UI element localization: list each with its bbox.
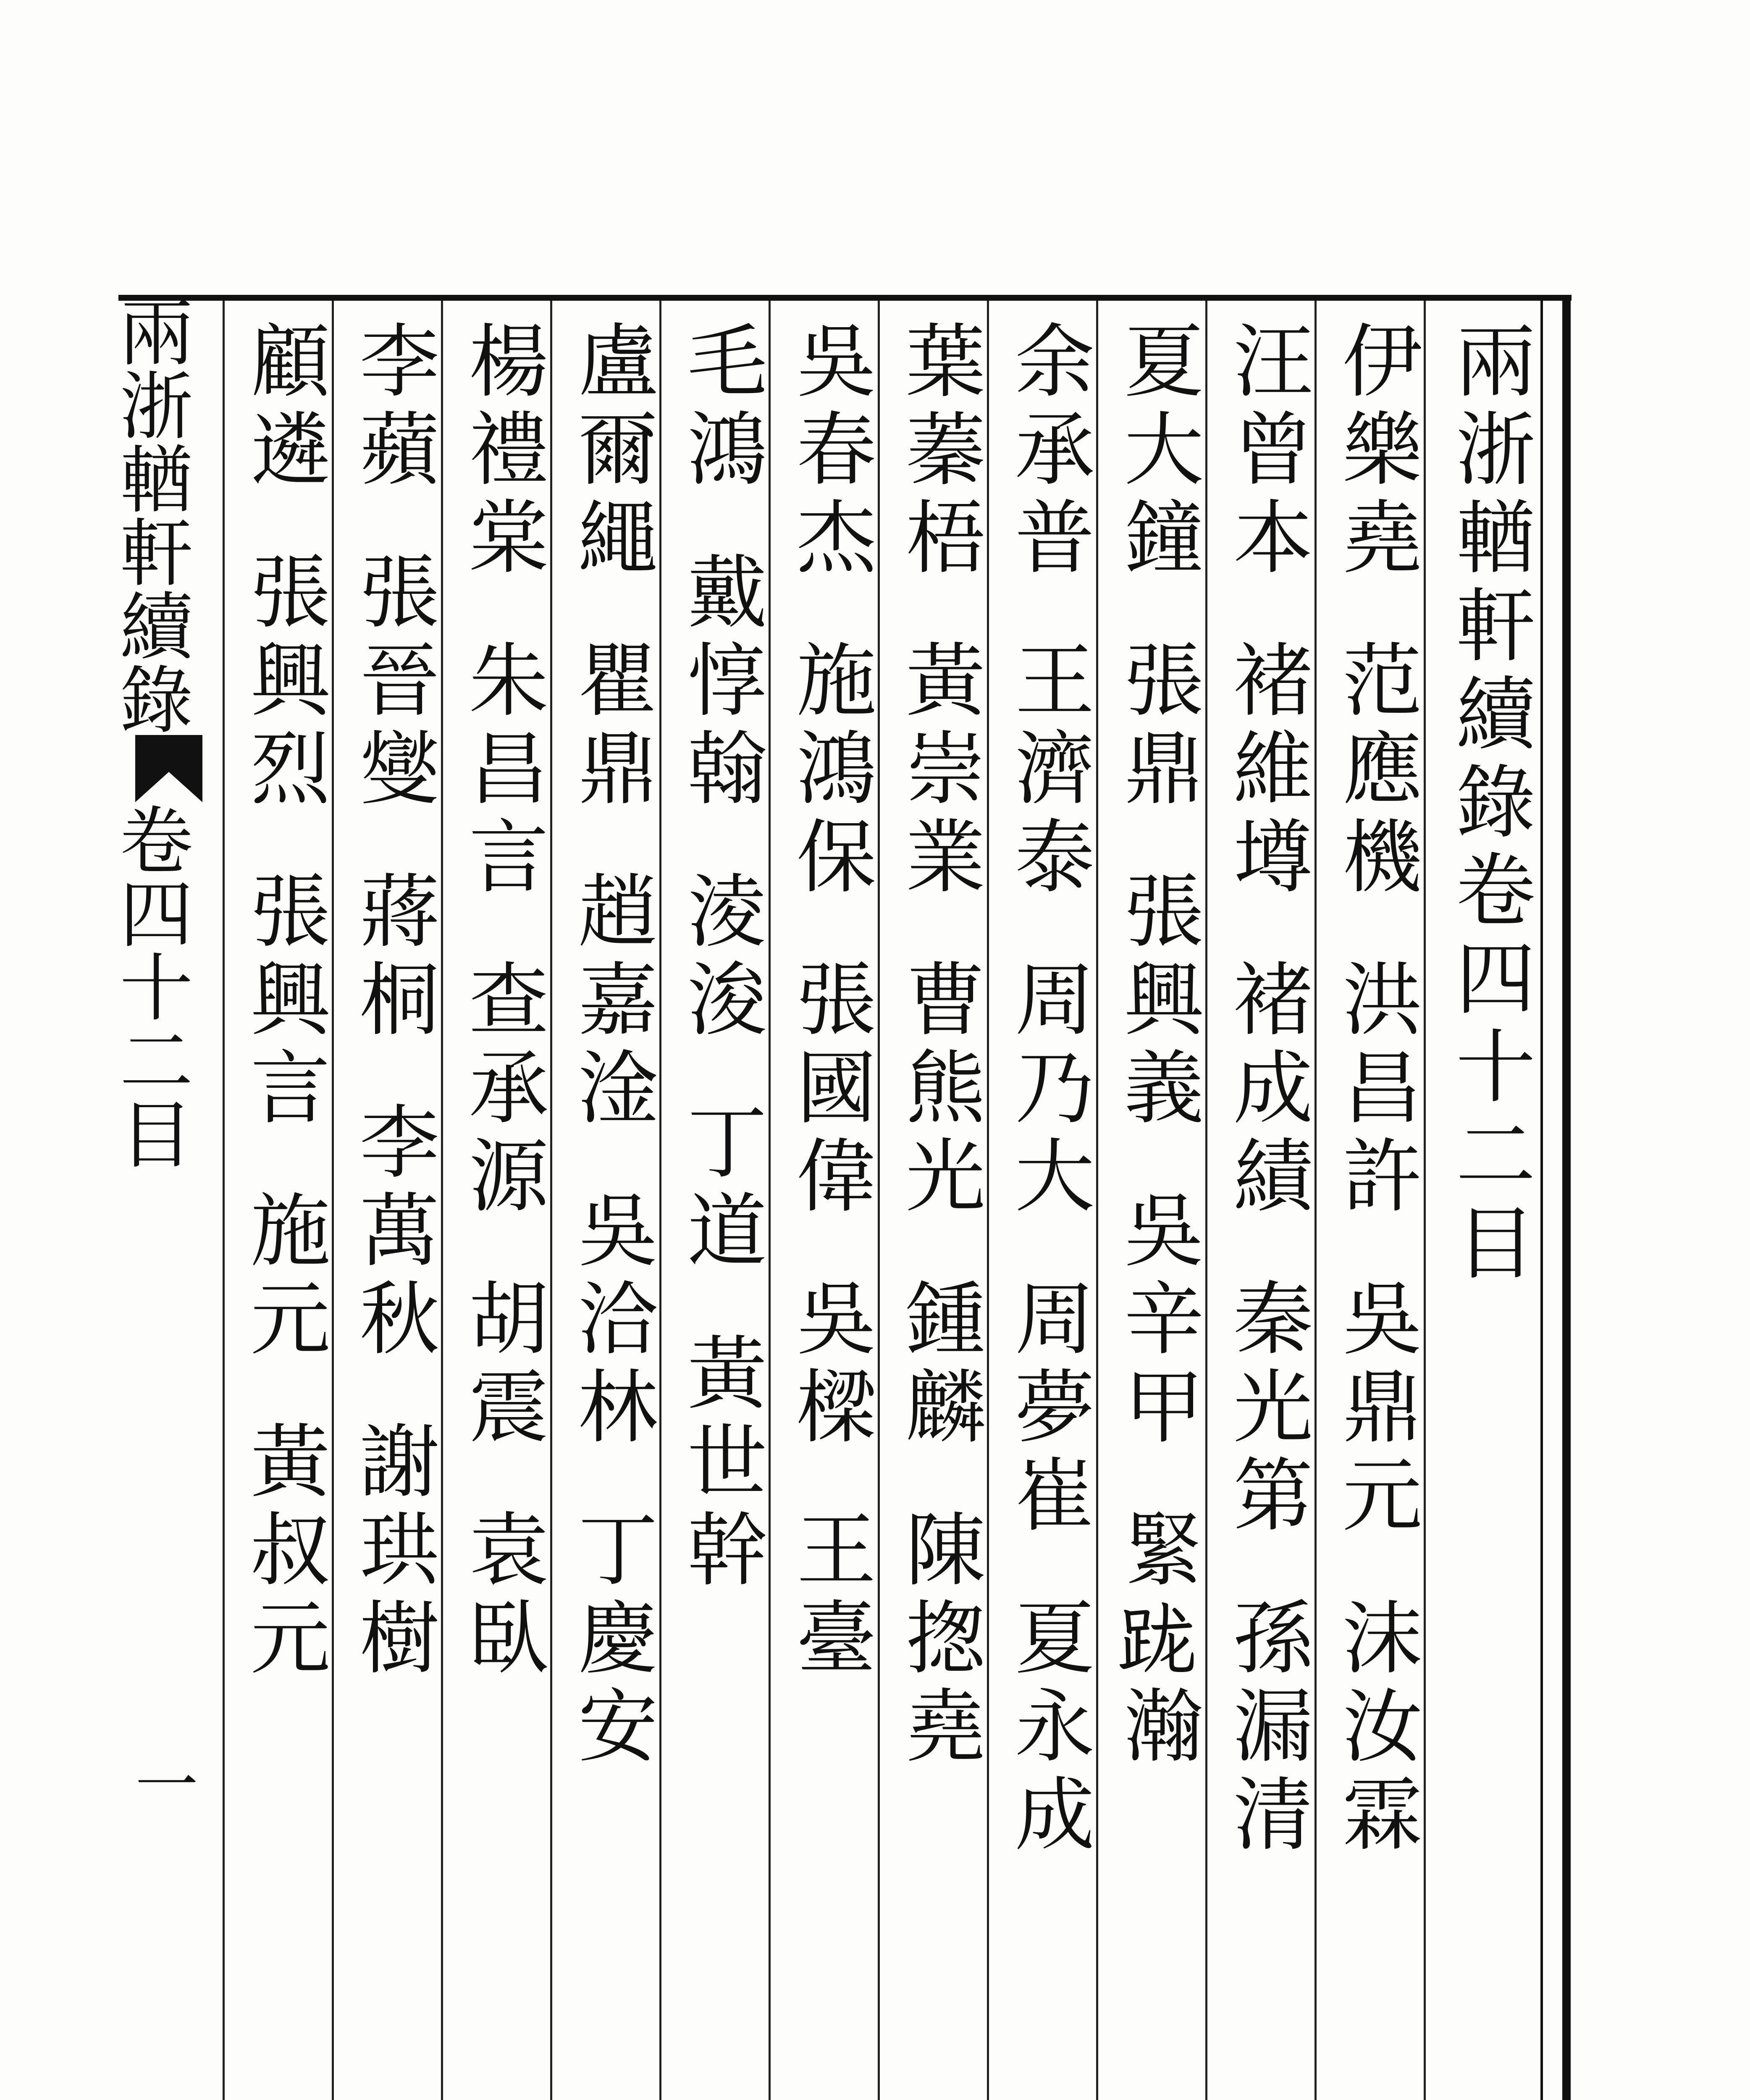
person-name: 吳春杰 [783, 319, 876, 584]
person-name: 黃叔元 [237, 1420, 330, 1684]
person-name: 鍾麟 [892, 1277, 985, 1453]
person-name: 淩浚 [674, 869, 767, 1046]
name-column-5 [886, 319, 991, 1772]
person-name: 李蘋 [346, 319, 439, 496]
person-name: 丁道 [674, 1100, 767, 1277]
name-column-6 [777, 319, 882, 1684]
person-name: 周夢崔 [1002, 1277, 1094, 1541]
margin-book-title: 兩浙輶軒續錄 [107, 294, 193, 735]
person-name: 丁慶安 [565, 1508, 658, 1772]
person-name: 施鴻保 [783, 638, 876, 903]
fishtail-mark-icon [135, 735, 202, 802]
person-name: 盧爾繩 [565, 319, 658, 584]
person-name: 陳揔堯 [892, 1508, 985, 1772]
person-name: 范應機 [1329, 638, 1422, 903]
margin-strip [107, 294, 202, 1170]
person-name: 瞿鼎 [565, 638, 658, 815]
person-name: 褚成績 [1220, 958, 1313, 1222]
person-name: 張興言 [237, 869, 330, 1134]
name-column-1 [1323, 319, 1428, 1861]
column-rule [223, 301, 225, 2100]
margin-volume: 卷四十二目 [107, 802, 193, 1170]
person-name: 吳樑 [783, 1277, 876, 1453]
person-name: 胡震 [456, 1277, 548, 1453]
name-column-11 [231, 319, 336, 1684]
person-name: 吳洽林 [565, 1189, 658, 1453]
person-name: 張晉燮 [346, 550, 439, 815]
name-column-3 [1105, 319, 1210, 1772]
person-name: 王濟泰 [1002, 638, 1094, 903]
person-name: 袁臥 [456, 1508, 548, 1684]
person-name: 黃崇業 [892, 638, 985, 903]
person-name: 張興烈 [237, 550, 330, 815]
person-name: 葉蓁梧 [892, 319, 985, 584]
person-name: 孫漏清 [1220, 1596, 1313, 1861]
person-name: 戴惇翰 [674, 550, 767, 815]
person-name: 秦光第 [1220, 1277, 1313, 1541]
person-name: 張鼎 [1111, 638, 1204, 815]
name-column-9 [449, 319, 554, 1684]
person-name: 施元 [237, 1189, 330, 1365]
person-name: 王臺 [783, 1508, 876, 1684]
section-title [1436, 319, 1541, 1289]
name-column-10 [340, 319, 445, 1684]
frame-right-border [1562, 295, 1571, 2100]
frame-top-border [118, 295, 1572, 301]
person-name: 張國偉 [783, 958, 876, 1222]
person-name: 周乃大 [1002, 958, 1094, 1222]
person-name: 蔣桐 [346, 869, 439, 1046]
person-name: 趙嘉淦 [565, 869, 658, 1134]
name-column-2 [1214, 319, 1319, 1861]
name-column-7 [668, 319, 773, 1596]
person-name: 張興義 [1111, 869, 1204, 1134]
person-name: 洪昌許 [1329, 958, 1422, 1222]
person-name: 朱昌言 [456, 638, 548, 903]
person-name: 吳辛甲 [1111, 1189, 1204, 1453]
person-name: 褚維壿 [1220, 638, 1313, 903]
person-name: 沫汝霖 [1329, 1596, 1422, 1861]
person-name: 曹熊光 [892, 958, 985, 1222]
person-name: 夏永成 [1002, 1596, 1094, 1861]
person-name: 毛鴻 [674, 319, 767, 496]
person-name: 夏大鐘 [1111, 319, 1204, 584]
person-name: 緊𨀁瀚 [1111, 1508, 1204, 1772]
person-name: 汪曾本 [1220, 319, 1313, 584]
person-name: 謝珙樹 [346, 1420, 439, 1684]
section-title-text: 兩浙輶軒續錄卷四十二目 [1443, 319, 1535, 1289]
person-name: 楊禮棠 [456, 319, 548, 584]
person-name: 吳鼎元 [1329, 1277, 1422, 1541]
person-name: 查承源 [456, 958, 548, 1222]
person-name: 顧遴 [237, 319, 330, 496]
person-name: 余承普 [1002, 319, 1094, 584]
name-column-4 [995, 319, 1100, 1861]
person-name: 伊樂堯 [1329, 319, 1422, 584]
person-name: 李萬秋 [346, 1100, 439, 1365]
person-name: 黃世幹 [674, 1331, 767, 1596]
leaf-number: 一 [135, 1749, 199, 1822]
name-column-8 [559, 319, 664, 1772]
